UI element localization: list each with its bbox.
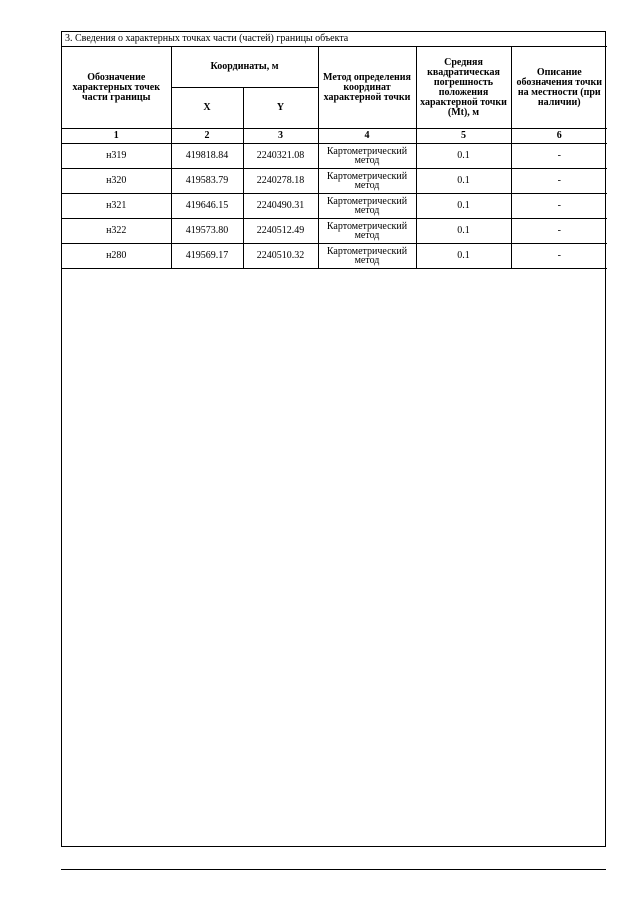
description: -: [511, 194, 607, 219]
accuracy: 0.1: [416, 219, 511, 244]
header-accuracy: Средняя квадратическая погрешность положения характерной точки (Mt), м: [416, 47, 511, 129]
coord-x: 419573.80: [171, 219, 243, 244]
header-y: Y: [243, 88, 318, 129]
accuracy: 0.1: [416, 194, 511, 219]
document-frame: [61, 31, 606, 847]
point-name: н321: [62, 194, 171, 219]
method: Картометрический метод: [318, 144, 416, 169]
coord-y: 2240512.49: [243, 219, 318, 244]
description: -: [511, 144, 607, 169]
accuracy: 0.1: [416, 144, 511, 169]
method: Картометрический метод: [318, 219, 416, 244]
point-name: н319: [62, 144, 171, 169]
column-number: 2: [171, 129, 243, 144]
coord-y: 2240278.18: [243, 169, 318, 194]
column-number: 6: [511, 129, 607, 144]
coord-y: 2240321.08: [243, 144, 318, 169]
point-name: н322: [62, 219, 171, 244]
header-description: Описание обозначения точки на местности (при наличии): [511, 47, 607, 129]
header-coordinates: Координаты, м: [171, 47, 318, 88]
column-number: 3: [243, 129, 318, 144]
method: Картометрический метод: [318, 169, 416, 194]
header-x: X: [171, 88, 243, 129]
coord-x: 419646.15: [171, 194, 243, 219]
accuracy: 0.1: [416, 169, 511, 194]
coord-y: 2240490.31: [243, 194, 318, 219]
column-number: 4: [318, 129, 416, 144]
column-number: 1: [62, 129, 171, 144]
header-method: Метод определения координат характерной точки: [318, 47, 416, 129]
coord-y: 2240510.32: [243, 244, 318, 269]
boundary-points-table: [62, 32, 607, 269]
description: -: [511, 244, 607, 269]
coord-x: 419818.84: [171, 144, 243, 169]
accuracy: 0.1: [416, 244, 511, 269]
coord-x: 419583.79: [171, 169, 243, 194]
table-row: [62, 194, 607, 219]
header-point-designation: Обозначение характерных точек части границы: [62, 47, 171, 129]
point-name: н280: [62, 244, 171, 269]
column-numbers-row: [62, 129, 607, 144]
description: -: [511, 219, 607, 244]
method: Картометрический метод: [318, 244, 416, 269]
point-name: н320: [62, 169, 171, 194]
description: -: [511, 169, 607, 194]
table-row: [62, 169, 607, 194]
table-row: [62, 244, 607, 269]
section-title: 3. Сведения о характерных точках части (частей) границы объекта: [62, 32, 607, 47]
coord-x: 419569.17: [171, 244, 243, 269]
table-row: [62, 144, 607, 169]
table-row: [62, 219, 607, 244]
method: Картометрический метод: [318, 194, 416, 219]
column-number: 5: [416, 129, 511, 144]
page-bottom-rule: [61, 869, 606, 870]
